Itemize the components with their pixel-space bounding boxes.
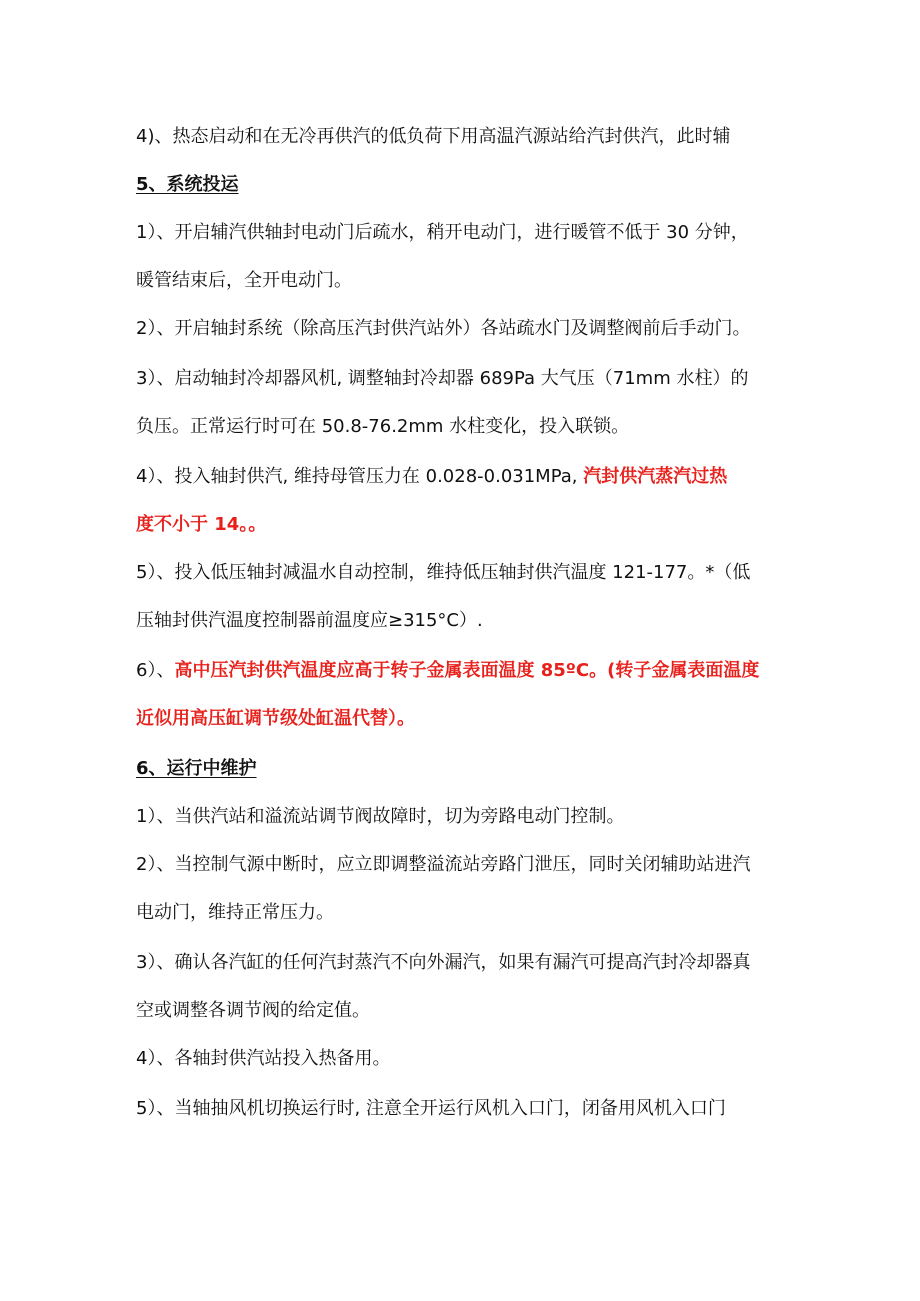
paragraph-line [136, 950, 796, 976]
text-line: 4）、各轴封供汽站投入热备用。 [136, 1048, 391, 1069]
text-line: 暖管结束后，全开电动门。 [136, 270, 352, 291]
paragraph-line [136, 464, 796, 490]
text-line: 压轴封供汽温度控制器前温度应≥315°C）. [136, 610, 483, 631]
paragraph-line [136, 852, 796, 878]
text-line: 空或调整各调节阀的给定值。 [136, 1000, 370, 1021]
section-heading-6 [136, 756, 796, 782]
text-line: 6）、 [136, 660, 175, 681]
paragraph-line [136, 414, 796, 440]
paragraph-line [136, 124, 796, 150]
highlight-text: 近似用高压缸调节级处缸温代替）。 [136, 708, 415, 729]
paragraph-line [136, 366, 796, 392]
paragraph-line [136, 608, 796, 634]
text-line: 负压。正常运行时可在 50.8-76.2mm 水柱变化，投入联锁。 [136, 416, 630, 437]
section-heading-5 [136, 172, 796, 198]
paragraph-line [136, 706, 796, 732]
paragraph-line [136, 1046, 796, 1072]
heading-text: 6、运行中维护 [136, 758, 257, 779]
highlight-text: 汽封供汽蒸汽过热 [583, 466, 728, 487]
heading-text: 5、系统投运 [136, 174, 239, 195]
text-line: 5）、投入低压轴封减温水自动控制，维持低压轴封供汽温度 121-177。*（低 [136, 562, 751, 583]
highlight-text: 度不小于 14。。 [136, 514, 267, 535]
text-line: 1）、开启辅汽供轴封电动门后疏水，稍开电动门，进行暖管不低于 30 分钟， [136, 222, 749, 243]
text-line: 3）、启动轴封冷却器风机, 调整轴封冷却器 689Pa 大气压（71mm 水柱）的 [136, 368, 749, 389]
paragraph-line [136, 316, 796, 342]
paragraph-line [136, 900, 796, 926]
text-line: 2）、开启轴封系统（除高压汽封供汽站外）各站疏水门及调整阀前后手动门。 [136, 318, 751, 339]
text-line: 2）、当控制气源中断时，应立即调整溢流站旁路门泄压，同时关闭辅助站进汽 [136, 854, 751, 875]
paragraph-line [136, 560, 796, 586]
paragraph-line [136, 512, 796, 538]
highlight-text: 高中压汽封供汽温度应高于转子金属表面温度 85ºC。(转子金属表面温度 [174, 660, 760, 681]
paragraph-line [136, 268, 796, 294]
paragraph-line [136, 220, 796, 246]
paragraph-line [136, 804, 796, 830]
paragraph-line [136, 998, 796, 1024]
text-line: 电动门，维持正常压力。 [136, 902, 334, 923]
text-line: 3）、确认各汽缸的任何汽封蒸汽不向外漏汽，如果有漏汽可提高汽封冷却器真 [136, 952, 751, 973]
text-line: 1）、当供汽站和溢流站调节阀故障时，切为旁路电动门控制。 [136, 806, 625, 827]
text-line: 4)、热态启动和在无冷再供汽的低负荷下用高温汽源站给汽封供汽，此时辅 [136, 126, 731, 147]
text-line: 4）、投入轴封供汽, 维持母管压力在 0.028-0.031MPa, [136, 466, 578, 487]
text-line: 5）、当轴抽风机切换运行时, 注意全开运行风机入口门，闭备用风机入口门 [136, 1098, 726, 1119]
paragraph-line [136, 1096, 796, 1122]
paragraph-line [136, 658, 796, 684]
